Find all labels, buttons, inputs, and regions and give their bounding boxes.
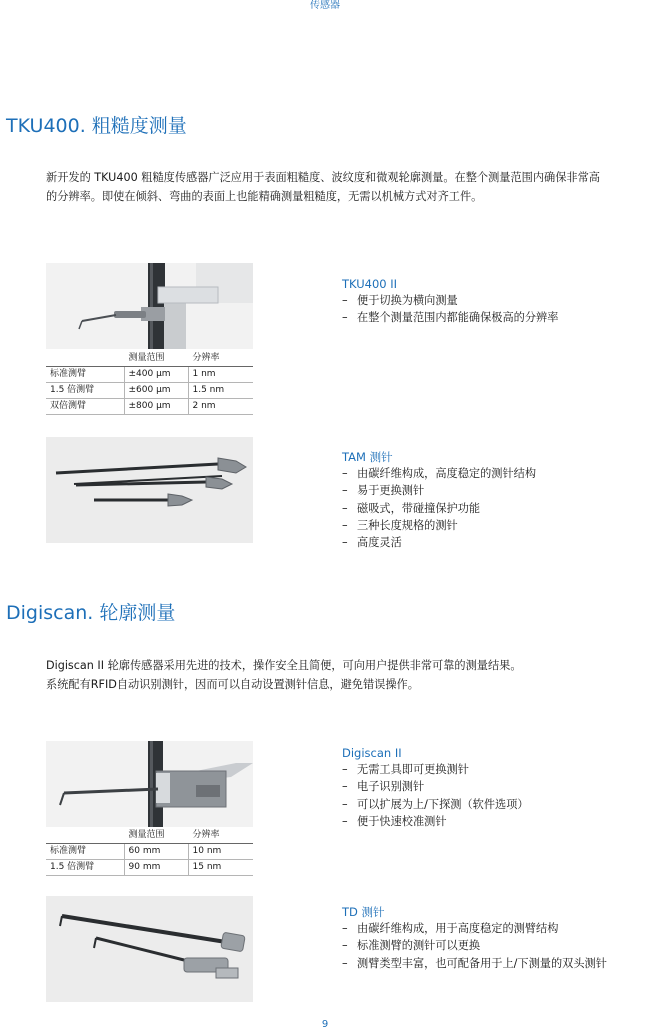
- digiscan-ii-features: [342, 745, 529, 830]
- table-cell: ±600 μm: [124, 383, 188, 399]
- table-header-range: 测量范围: [124, 350, 188, 367]
- tam-stylus-features: [342, 449, 536, 551]
- table-cell: ±800 μm: [124, 399, 188, 415]
- table-cell: 1 nm: [188, 367, 253, 383]
- dash-glyph: –: [342, 956, 348, 970]
- table-row: [46, 399, 253, 415]
- feature-list: [342, 465, 536, 551]
- table-cell: 1.5 nm: [188, 383, 253, 399]
- list-item: [342, 937, 607, 954]
- feature-list: [342, 292, 558, 327]
- table-cell: 10 nm: [188, 844, 253, 860]
- list-item: [342, 517, 536, 534]
- table-header-blank: [46, 827, 124, 844]
- list-item: [342, 778, 529, 795]
- dash-glyph: –: [342, 763, 348, 776]
- table-header-range: 测量范围: [124, 827, 188, 844]
- dash-glyph: –: [342, 939, 348, 953]
- list-item-text: 便于快速校准测针: [357, 814, 447, 828]
- list-item: [342, 955, 607, 972]
- list-item: [342, 796, 529, 813]
- dash-glyph: –: [342, 294, 348, 307]
- dash-glyph: –: [342, 518, 348, 532]
- table-cell: 1.5 倍测臂: [46, 383, 124, 399]
- table-cell: 15 nm: [188, 860, 253, 876]
- tku400-intro: [46, 168, 600, 206]
- list-item-text: 在整个测量范围内都能确保极高的分辨率: [357, 311, 559, 325]
- digiscan-sensor-image: [46, 741, 253, 827]
- feature-title: TD 测针: [342, 905, 385, 919]
- list-item-text: 高度灵活: [357, 536, 402, 550]
- table-cell: 标准测臂: [46, 367, 124, 383]
- list-item-text: 由碳纤维构成，高度稳定的测针结构: [357, 467, 537, 480]
- list-item-text: 便于切换为横向测量: [357, 294, 458, 307]
- list-item-text: 测臂类型丰富，也可配备用于上/下测量的双头测针: [357, 956, 607, 970]
- td-stylus-image: [46, 896, 253, 1002]
- list-item: [342, 813, 529, 830]
- table-cell: 60 mm: [124, 844, 188, 860]
- page-number: 9: [321, 1019, 329, 1030]
- page-header-title: 传感器: [310, 0, 340, 11]
- list-item: [342, 482, 536, 499]
- list-item-text: 可以扩展为上/下探测（软件选项）: [357, 797, 529, 811]
- digiscan-intro: [46, 656, 522, 694]
- tku400-intro-line-1: 新开发的 TKU400 粗糙度传感器广泛应用于表面粗糙度、波纹度和微观轮廓测量。在整个测量范围内确保非常高: [46, 171, 600, 184]
- td-stylus-features: [342, 904, 607, 972]
- tku400-ii-features: [342, 276, 558, 327]
- table-row: [46, 367, 253, 383]
- feature-title: TAM 测针: [342, 450, 393, 464]
- list-item: [342, 920, 607, 937]
- list-item: [342, 534, 536, 551]
- list-item: [342, 500, 536, 517]
- tku400-sensor-image: [46, 263, 253, 349]
- table-cell: ±400 μm: [124, 367, 188, 383]
- list-item-text: 三种长度规格的测针: [357, 518, 458, 532]
- tam-stylus-image: [46, 437, 253, 543]
- list-item: [342, 465, 536, 482]
- dash-glyph: –: [342, 814, 348, 828]
- feature-title: TKU400 II: [342, 277, 398, 291]
- list-item-text: 易于更换测针: [357, 484, 425, 498]
- table-header-row: [46, 350, 253, 367]
- digiscan-spec-table: [46, 827, 253, 876]
- list-item: [342, 309, 558, 326]
- list-item: [342, 292, 558, 309]
- dash-glyph: –: [342, 311, 348, 325]
- table-cell: 标准测臂: [46, 844, 124, 860]
- list-item-text: 无需工具即可更换测针: [357, 763, 469, 776]
- digiscan-intro-line-1: Digiscan II 轮廓传感器采用先进的技术，操作安全且简便，可向用户提供非常可靠的测量结果。: [46, 659, 522, 672]
- table-cell: 双倍测臂: [46, 399, 124, 415]
- table-cell: 1.5 倍测臂: [46, 860, 124, 876]
- dash-glyph: –: [342, 501, 348, 515]
- dash-glyph: –: [342, 467, 348, 480]
- table-row: [46, 844, 253, 860]
- dash-glyph: –: [342, 797, 348, 811]
- feature-list: [342, 920, 607, 972]
- table-header-row: [46, 827, 253, 844]
- table-cell: 2 nm: [188, 399, 253, 415]
- list-item-text: 标准测臂的测针可以更换: [357, 939, 481, 953]
- digiscan-intro-line-2: 系统配有RFID自动识别测针，因而可以自动设置测针信息，避免错误操作。: [46, 678, 419, 691]
- table-header-resolution: 分辨率: [188, 350, 253, 367]
- dash-glyph: –: [342, 922, 348, 935]
- table-header-blank: [46, 350, 124, 367]
- list-item-text: 磁吸式，带碰撞保护功能: [357, 501, 481, 515]
- list-item-text: 电子识别测针: [357, 780, 425, 794]
- tku400-spec-table: [46, 350, 253, 415]
- list-item: [342, 761, 529, 778]
- table-header-resolution: 分辨率: [188, 827, 253, 844]
- table-cell: 90 mm: [124, 860, 188, 876]
- section-heading-digiscan: Digiscan. 轮廓测量: [6, 602, 176, 624]
- list-item-text: 由碳纤维构成，用于高度稳定的测臂结构: [357, 922, 559, 935]
- dash-glyph: –: [342, 780, 348, 794]
- feature-title: Digiscan II: [342, 746, 402, 760]
- tku400-intro-line-2: 的分辨率。即使在倾斜、弯曲的表面上也能精确测量粗糙度，无需以机械方式对齐工件。: [46, 190, 483, 203]
- feature-list: [342, 761, 529, 830]
- section-heading-tku400: TKU400. 粗糙度测量: [6, 115, 187, 137]
- dash-glyph: –: [342, 484, 348, 498]
- table-row: [46, 383, 253, 399]
- dash-glyph: –: [342, 536, 348, 550]
- table-row: [46, 860, 253, 876]
